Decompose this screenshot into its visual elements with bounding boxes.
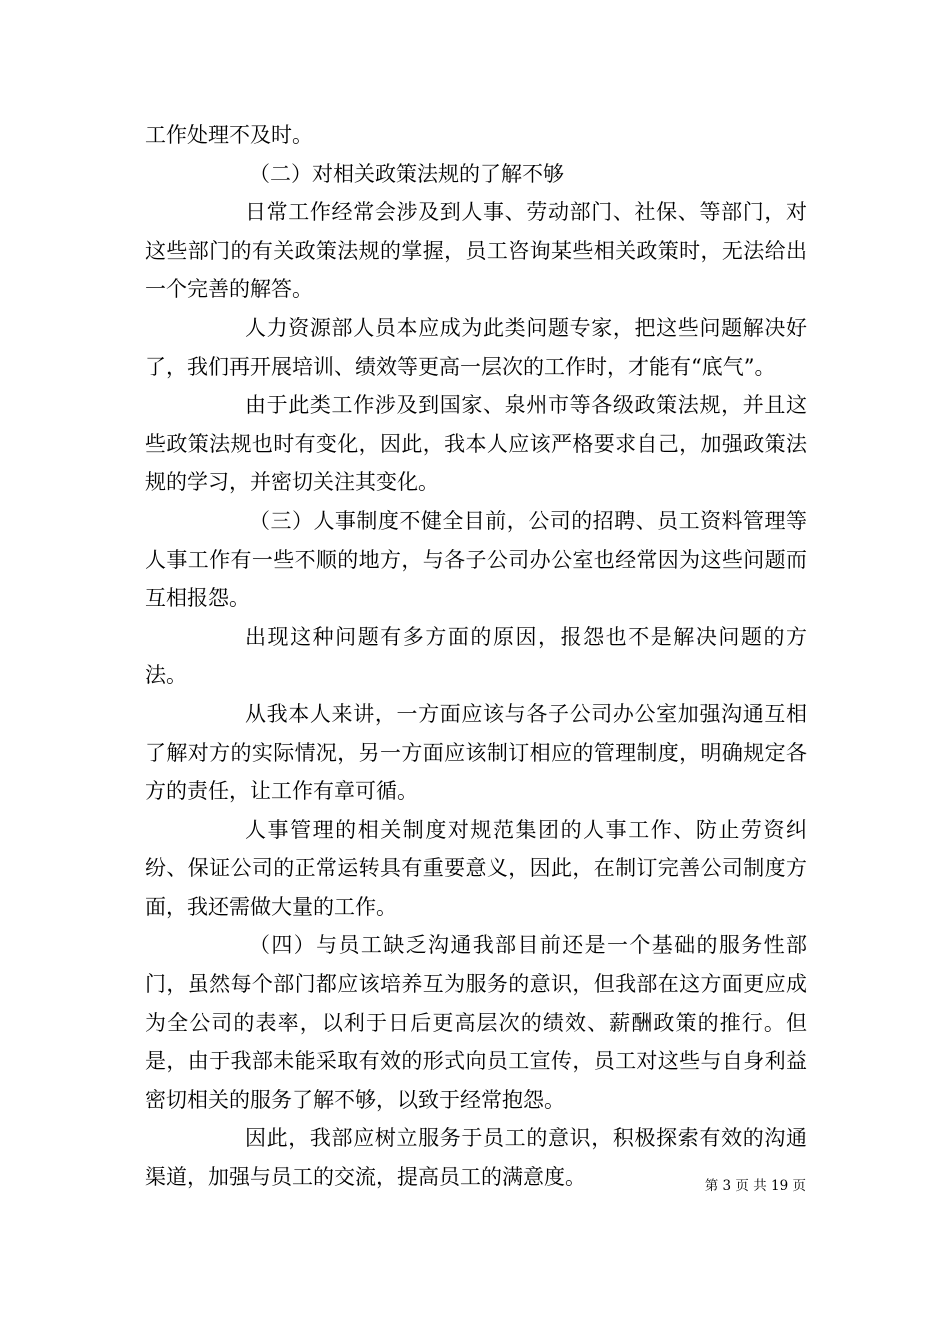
paragraph: 因此，我部应树立服务于员工的意识，积极探索有效的沟通渠道，加强与员工的交流，提高员工的满意度。 — [145, 1126, 807, 1190]
paragraph: 出现这种问题有多方面的原因，报怨也不是解决问题的方法。 — [145, 624, 807, 688]
paragraph: 从我本人来讲，一方面应该与各子公司办公室加强沟通互相了解对方的实际情况，另一方面应该制订相应的管理制度，明确规定各方的责任，让工作有章可循。 — [145, 701, 807, 804]
document-body — [145, 116, 807, 1197]
paragraph-continuation: 工作处理不及时。 — [145, 123, 313, 147]
section-heading-2: （二）对相关政策法规的了解不够 — [249, 161, 564, 186]
section-paragraph-4: （四）与员工缺乏沟通我部目前还是一个基础的服务性部门，虽然每个部门都应该培养互为服务的意识，但我部在这方面更应成为全公司的表率，以利于日后更高层次的绩效、薪酬政策的推行。但是，由于我部未能采取有效的形式向员工宣传，员工对这些与自身利益密切相关的服务了解不够，以致于经常抱怨。 — [145, 933, 807, 1112]
paragraph: 人力资源部人员本应成为此类问题专家，把这些问题解决好了，我们再开展培训、绩效等更高一层次的工作时，才能有“底气”。 — [145, 315, 807, 379]
paragraph: 日常工作经常会涉及到人事、劳动部门、社保、等部门，对这些部门的有关政策法规的掌握，员工咨询某些相关政策时，无法给出一个完善的解答。 — [145, 200, 807, 302]
section-paragraph-3: （三）人事制度不健全目前，公司的招聘、员工资料管理等人事工作有一些不顺的地方，与各子公司办公室也经常因为这些问题而互相报怨。 — [145, 508, 807, 611]
page-number-footer: 第 3 页 共 19 页 — [704, 1178, 806, 1194]
paragraph: 人事管理的相关制度对规范集团的人事工作、防止劳资纠纷、保证公司的正常运转具有重要意义，因此，在制订完善公司制度方面，我还需做大量的工作。 — [145, 817, 807, 919]
paragraph: 由于此类工作涉及到国家、泉州市等各级政策法规，并且这些政策法规也时有变化，因此，我本人应该严格要求自己，加强政策法规的学习，并密切关注其变化。 — [145, 393, 807, 495]
